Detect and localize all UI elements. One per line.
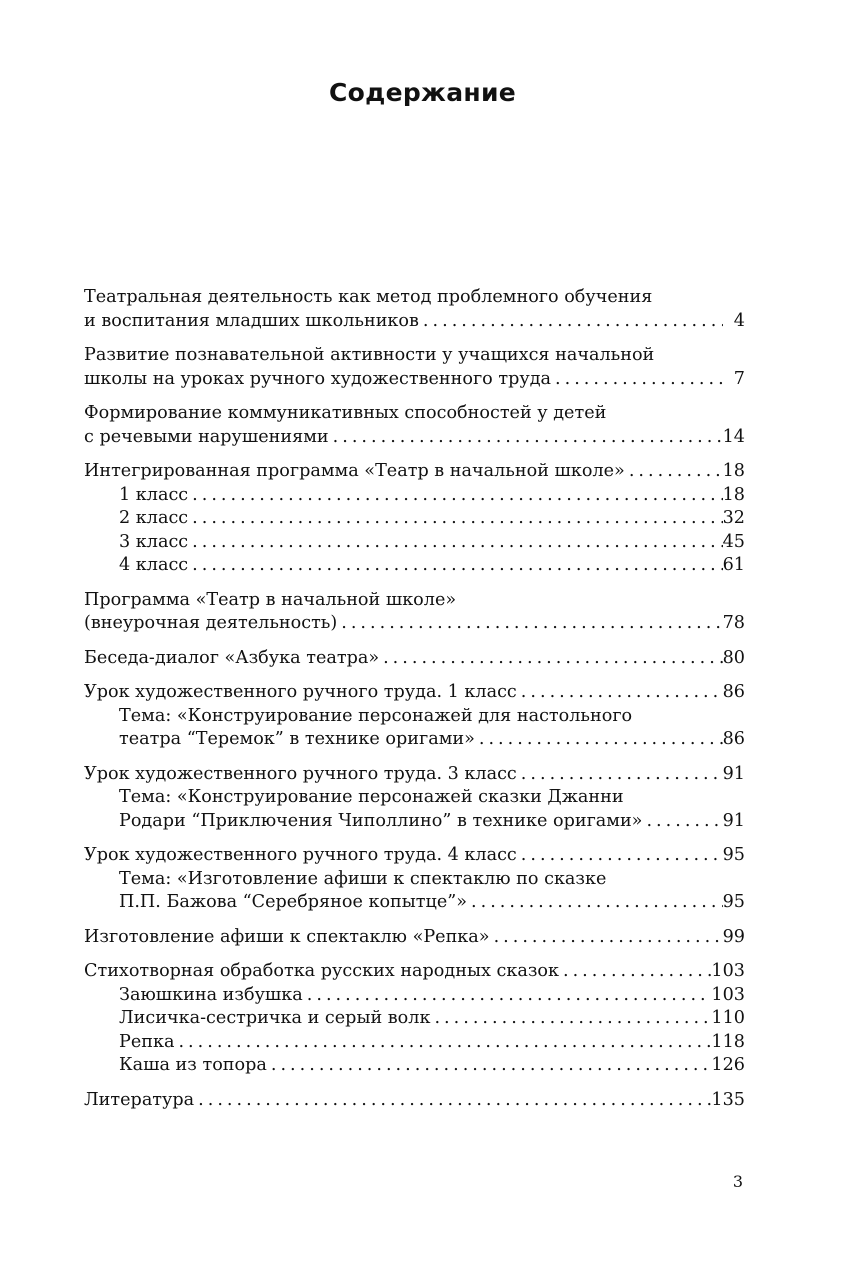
toc-entry-text: Тема: «Изготовление афиши к спектаклю по сказке xyxy=(119,868,607,889)
toc-entry xyxy=(84,402,745,449)
dot-leader xyxy=(490,926,723,950)
toc-subentries xyxy=(84,786,745,833)
toc-entry-text: и воспитания младших школьников xyxy=(84,310,419,331)
toc-page-number: 61 xyxy=(722,555,745,575)
toc-line xyxy=(84,310,745,334)
toc-subentry xyxy=(84,484,745,508)
toc-entry xyxy=(84,926,745,950)
toc-entry-text: Урок художественного ручного труда. 1 класс xyxy=(84,682,517,702)
toc-entry-text: театра “Теремок” в технике оригами» xyxy=(119,729,475,749)
toc-line xyxy=(84,554,745,578)
toc-entry-text: Родари “Приключения Чиполлино” в технике оригами» xyxy=(119,810,643,831)
toc-page-number: 14 xyxy=(722,426,745,447)
toc-entry-text: Тема: «Конструирование персонажей для настольного xyxy=(119,705,633,726)
toc-entry-text: Интегрированная программа «Театр в начальной школе» xyxy=(84,461,625,481)
toc-line xyxy=(84,344,745,368)
dot-leader xyxy=(188,531,722,555)
toc-entry xyxy=(84,844,745,915)
toc-line xyxy=(84,612,745,636)
toc-entry xyxy=(84,960,745,1078)
toc-entry xyxy=(84,681,745,752)
dot-leader xyxy=(303,984,712,1008)
toc-line xyxy=(84,1054,745,1078)
toc-entry-text: Развитие познавательной активности у учащихся начальной xyxy=(84,345,655,365)
toc-page-number: 80 xyxy=(722,647,745,668)
dot-leader xyxy=(467,891,723,915)
toc-line xyxy=(84,647,745,671)
toc-page-number: 32 xyxy=(722,508,745,528)
toc-entry xyxy=(84,460,745,578)
toc-line xyxy=(84,868,745,892)
toc-line xyxy=(84,531,745,555)
toc-line xyxy=(84,1007,745,1031)
toc-line xyxy=(84,960,745,984)
toc-entry-text: 3 класс xyxy=(119,531,189,552)
dot-leader xyxy=(559,960,711,984)
toc-entry xyxy=(84,763,745,834)
toc-subentry xyxy=(84,507,745,531)
toc-page-number: 86 xyxy=(722,682,745,702)
toc-entry xyxy=(84,1089,745,1113)
toc-entry-text: школы на уроках ручного художественного труда xyxy=(84,368,552,389)
toc-entry-text: Заюшкина избушка xyxy=(119,984,303,1005)
toc-line xyxy=(84,728,745,752)
toc-page-number: 7 xyxy=(733,368,745,389)
toc-entry xyxy=(84,647,745,671)
toc-entry-text: Изготовление афиши к спектаклю «Репка» xyxy=(84,926,490,947)
toc-line xyxy=(84,681,745,705)
toc-subentry xyxy=(84,554,745,578)
dot-leader xyxy=(194,1089,711,1113)
dot-leader xyxy=(188,507,722,531)
toc-entry-text: Театральная деятельность как метод проблемного обучения xyxy=(84,287,653,307)
dot-leader xyxy=(379,647,723,671)
toc-line xyxy=(84,402,745,426)
dot-leader xyxy=(517,763,723,787)
toc-entry-text: (внеурочная деятельность) xyxy=(84,613,338,633)
toc-page-number: 4 xyxy=(733,310,745,331)
toc-subentries xyxy=(84,705,745,752)
toc-line xyxy=(84,484,745,508)
toc-entry-text: Репка xyxy=(119,1031,175,1052)
dot-leader xyxy=(174,1031,711,1055)
toc-entry-text: 1 класс xyxy=(119,484,189,505)
toc-line xyxy=(84,1031,745,1055)
toc-entry-text: Лисичка-сестричка и серый волк xyxy=(119,1008,431,1028)
toc-page-number: 126 xyxy=(711,1055,745,1075)
toc-line xyxy=(84,426,745,450)
toc-line xyxy=(84,286,745,310)
toc-subentry xyxy=(84,1007,745,1031)
dot-leader xyxy=(329,426,723,450)
toc-line xyxy=(84,705,745,729)
toc-line xyxy=(84,786,745,810)
toc-page-number: 78 xyxy=(722,613,745,633)
toc-entry-text: Литература xyxy=(84,1089,195,1110)
toc-page-number: 135 xyxy=(711,1089,745,1110)
toc-entry-text: Урок художественного ручного труда. 3 класс xyxy=(84,763,517,784)
toc-subentry xyxy=(84,984,745,1008)
toc-page-number: 103 xyxy=(711,984,745,1005)
dot-leader xyxy=(188,484,722,508)
toc-entry-text: Программа «Театр в начальной школе» xyxy=(84,589,457,610)
dot-leader xyxy=(551,368,723,392)
dot-leader xyxy=(517,681,723,705)
page-title: Содержание xyxy=(328,78,517,107)
toc-page-number: 103 xyxy=(711,961,745,981)
dot-leader xyxy=(419,310,723,334)
toc-line xyxy=(84,589,745,613)
toc-entry xyxy=(84,286,745,333)
toc-entry-text: П.П. Бажова “Серебряное копытце”» xyxy=(119,892,468,912)
toc-page-number: 110 xyxy=(711,1008,745,1028)
toc-subentries xyxy=(84,868,745,915)
toc-page-number: 18 xyxy=(722,461,745,481)
toc-subentry xyxy=(84,786,745,833)
toc-subentries xyxy=(84,984,745,1078)
toc-line xyxy=(84,926,745,950)
toc-entry xyxy=(84,589,745,636)
toc-subentry xyxy=(84,531,745,555)
toc-subentries xyxy=(84,484,745,578)
dot-leader xyxy=(337,612,722,636)
toc-entry xyxy=(84,344,745,391)
toc-line xyxy=(84,1089,745,1113)
dot-leader xyxy=(475,728,723,752)
toc-line xyxy=(84,507,745,531)
toc-line xyxy=(84,891,745,915)
toc-entry-text: Формирование коммуникативных способностей у детей xyxy=(84,403,607,423)
toc-page-number: 99 xyxy=(722,926,745,947)
toc-line xyxy=(84,368,745,392)
toc-entry-text: Урок художественного ручного труда. 4 класс xyxy=(84,845,517,865)
toc-entry-text: Тема: «Конструирование персонажей сказки Джанни xyxy=(119,787,624,807)
toc-line xyxy=(84,763,745,787)
toc-page-number: 91 xyxy=(722,763,745,784)
toc-page-number: 95 xyxy=(722,892,745,912)
toc-page-number: 91 xyxy=(722,810,745,831)
toc-entry-text: Каша из топора xyxy=(119,1055,267,1075)
toc-page-number: 86 xyxy=(722,729,745,749)
toc-entry-text: 4 класс xyxy=(119,555,189,575)
dot-leader xyxy=(430,1007,711,1031)
dot-leader xyxy=(642,810,722,834)
toc-entry-text: Стихотворная обработка русских народных сказок xyxy=(84,961,559,981)
page-number: 3 xyxy=(732,1172,743,1191)
toc-subentry xyxy=(84,1031,745,1055)
toc-page-number: 18 xyxy=(722,484,745,505)
dot-leader xyxy=(267,1054,712,1078)
toc-entry-text: Беседа-диалог «Азбука театра» xyxy=(84,647,380,668)
dot-leader xyxy=(517,844,723,868)
toc-entry-text: 2 класс xyxy=(119,508,189,528)
toc-page-number: 95 xyxy=(722,845,745,865)
toc-line xyxy=(84,460,745,484)
toc-page-number: 118 xyxy=(711,1031,745,1052)
toc-subentry xyxy=(84,1054,745,1078)
toc-line xyxy=(84,844,745,868)
toc-page-number: 45 xyxy=(722,531,745,552)
toc-entry-text: с речевыми нарушениями xyxy=(84,426,329,447)
dot-leader xyxy=(188,554,722,578)
toc-line xyxy=(84,984,745,1008)
table-of-contents xyxy=(84,286,745,1123)
toc-subentry xyxy=(84,705,745,752)
toc-subentry xyxy=(84,868,745,915)
dot-leader xyxy=(625,460,723,484)
toc-line xyxy=(84,810,745,834)
